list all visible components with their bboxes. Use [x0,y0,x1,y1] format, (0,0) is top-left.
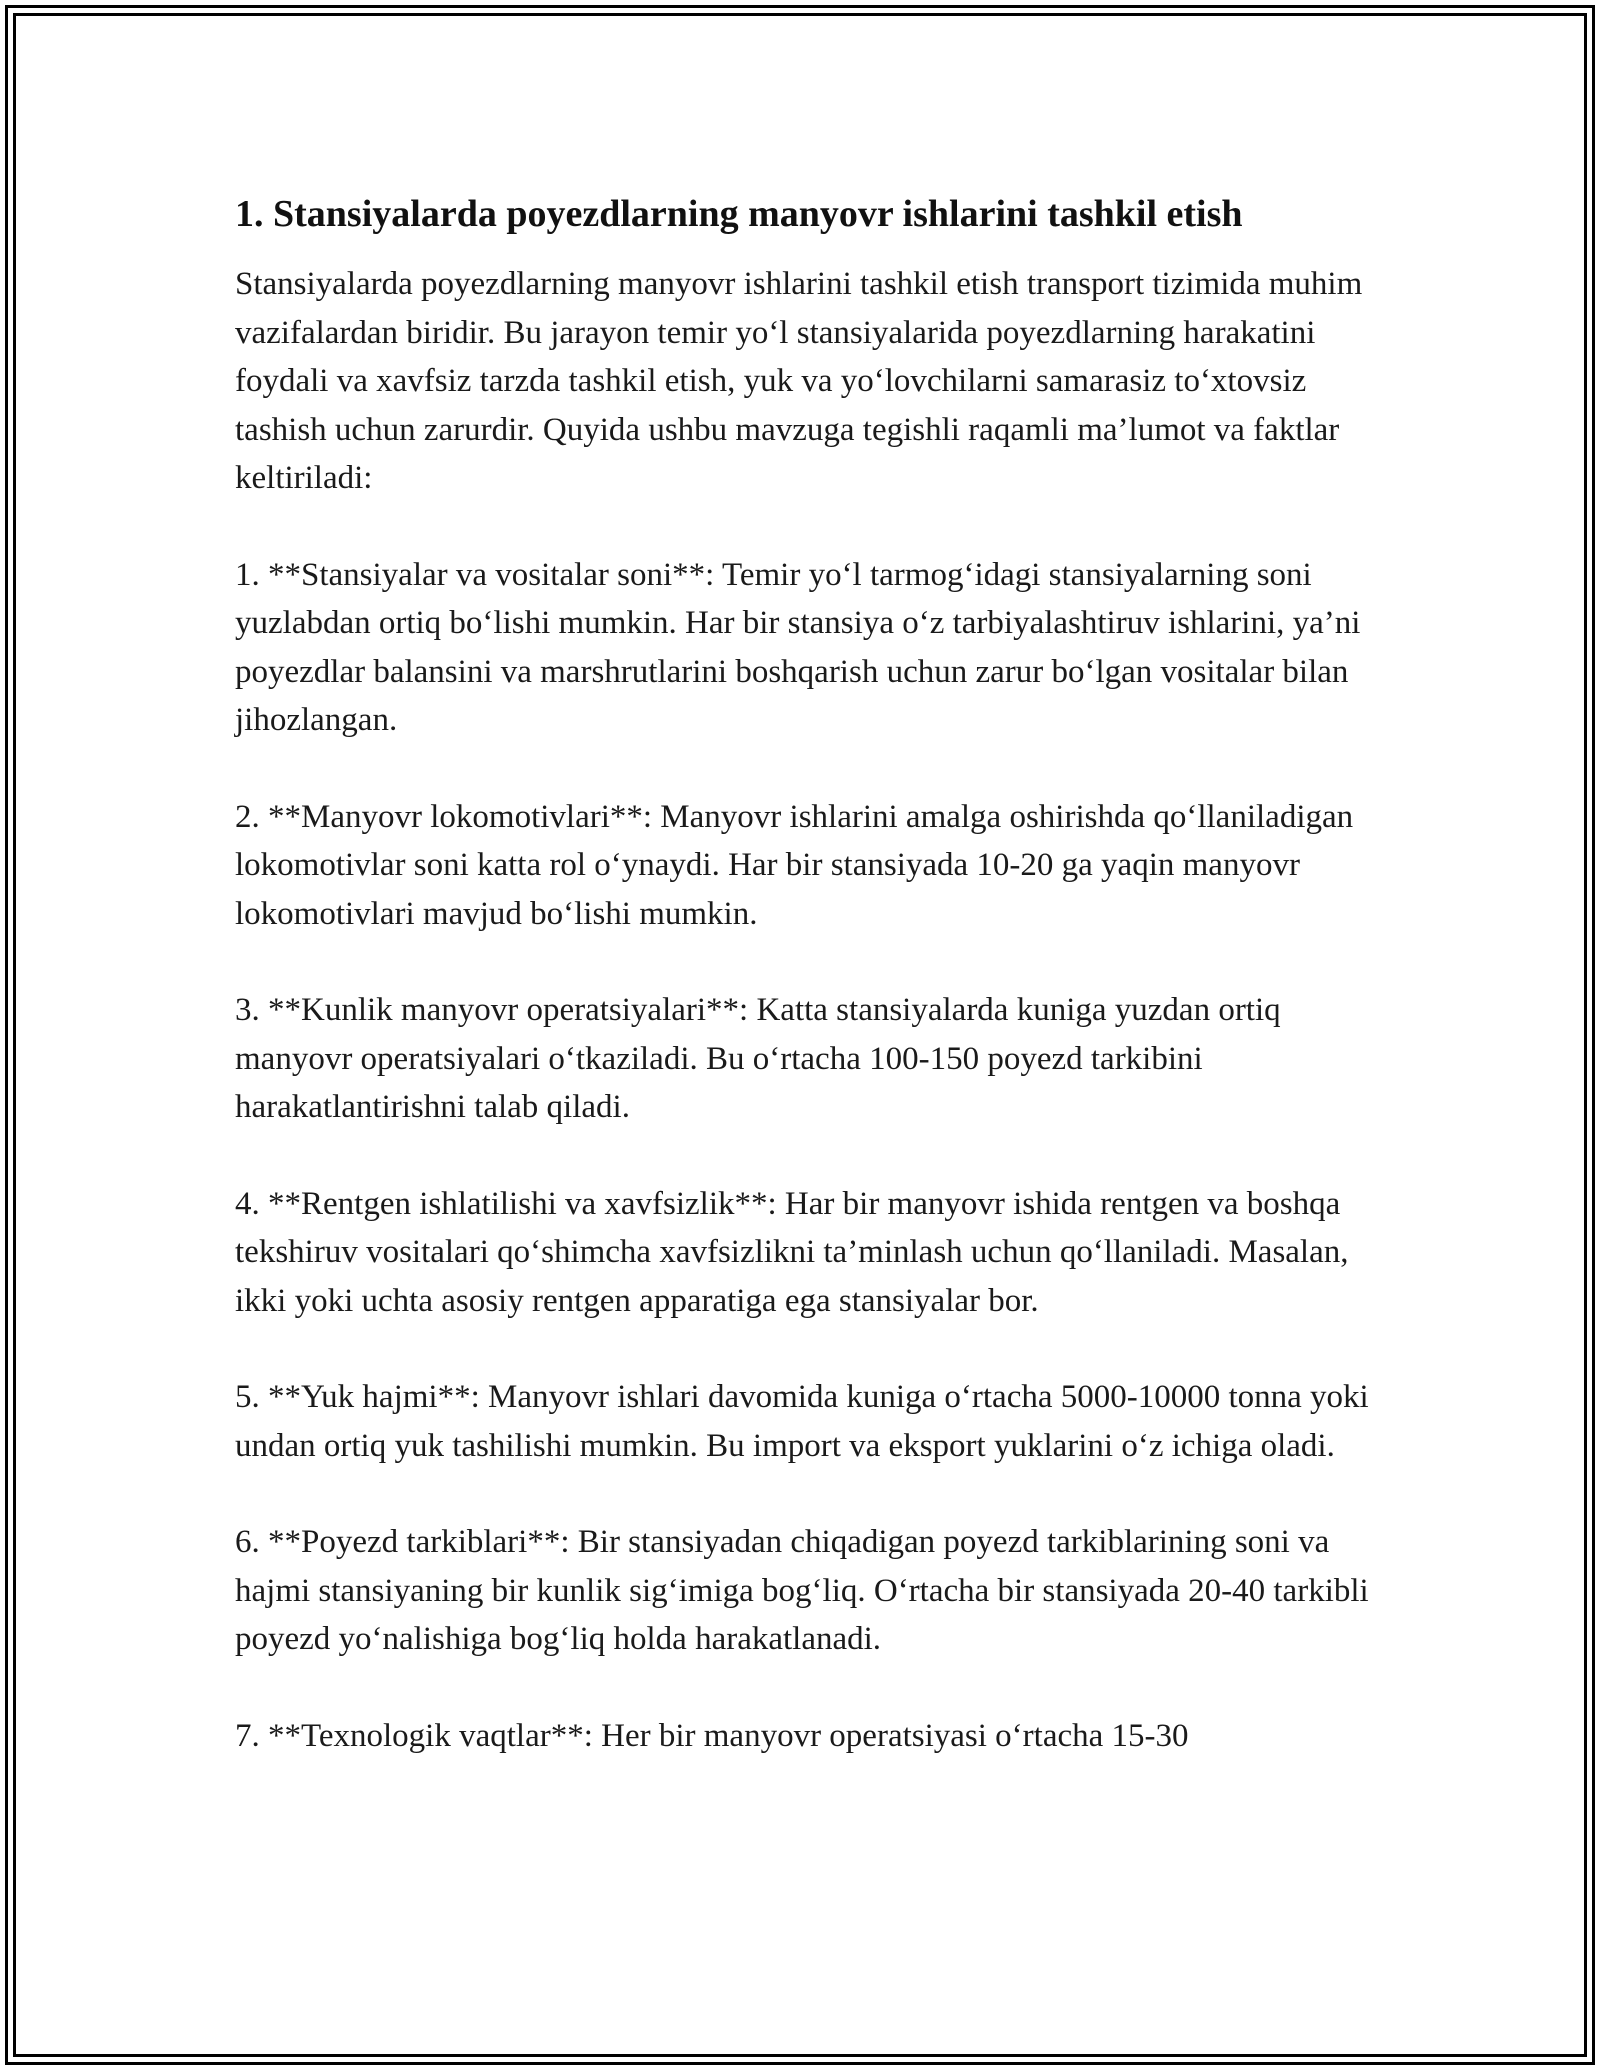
list-item-7: 7. **Texnologik vaqtlar**: Her bir manyovr operatsiyasi o‘rtacha 15-30 [235,1717,1189,1754]
list-item-6: 6. **Poyezd tarkiblari**: Bir stansiyadan chiqadigan poyezd tarkiblarining soni va hajmi stansiyaning bir kunlik sig‘imiga bog‘liq. O‘rtacha bir stansiyada 20-40 tarkibli poyezd yo‘nalishiga bog‘liq holda harakatlanadi. [235,1524,1369,1657]
document-body [235,188,1375,1808]
list-item-2: 2. **Manyovr lokomotivlari**: Manyovr ishlarini amalga oshirishda qo‘llaniladigan lokomotivlar soni katta rol o‘ynaydi. Har bir stansiyada 10-20 ga yaqin manyovr lokomotivlari mavjud bo‘lishi mumkin. [235,798,1354,932]
list-item-5: 5. **Yuk hajmi**: Manyovr ishlari davomida kuniga o‘rtacha 5000-10000 tonna yoki undan ortiq yuk tashilishi mumkin. Bu import va eksport yuklarini o‘z ichiga oladi. [235,1379,1369,1464]
intro-paragraph: Stansiyalarda poyezdlarning manyovr ishlarini tashkil etish transport tizimida muhim vazifalardan biridir. Bu jarayon temir yo‘l stansiyalarida poyezdlarning harakatini foydali va xavfsiz tarzda tashkil etish, yuk va yo‘lovchilarni samarasiz to‘xtovsiz tashish uchun zarurdir. Quyida ushbu mavzuga tegishli raqamli ma’lumot va faktlar keltiriladi: [235,266,1363,496]
list-item-1: 1. **Stansiyalar va vositalar soni**: Temir yo‘l tarmog‘idagi stansiyalarning soni yuzlabdan ortiq bo‘lishi mumkin. Har bir stansiya o‘z tarbiyalashtiruv ishlarini, ya’ni poyezdlar balansini va marshrutlarini boshqarish uchun zarur bo‘lgan vositalar bilan jihozlangan. [235,556,1361,738]
list-item-3: 3. **Kunlik manyovr operatsiyalari**: Katta stansiyalarda kuniga yuzdan ortiq manyovr operatsiyalari o‘tkaziladi. Bu o‘rtacha 100-150 poyezd tarkibini harakatlantirishni talab qiladi. [235,992,1281,1125]
list-item-4: 4. **Rentgen ishlatilishi va xavfsizlik**: Har bir manyovr ishida rentgen va boshqa tekshiruv vositalari qo‘shimcha xavfsizlikni ta’minlash uchun qo‘llaniladi. Masalan, ikki yoki uchta asosiy rentgen apparatiga ega stansiyalar bor. [235,1185,1349,1319]
document-title: 1. Stansiyalarda poyezdlarning manyovr ishlarini tashkil etish [235,193,1243,235]
